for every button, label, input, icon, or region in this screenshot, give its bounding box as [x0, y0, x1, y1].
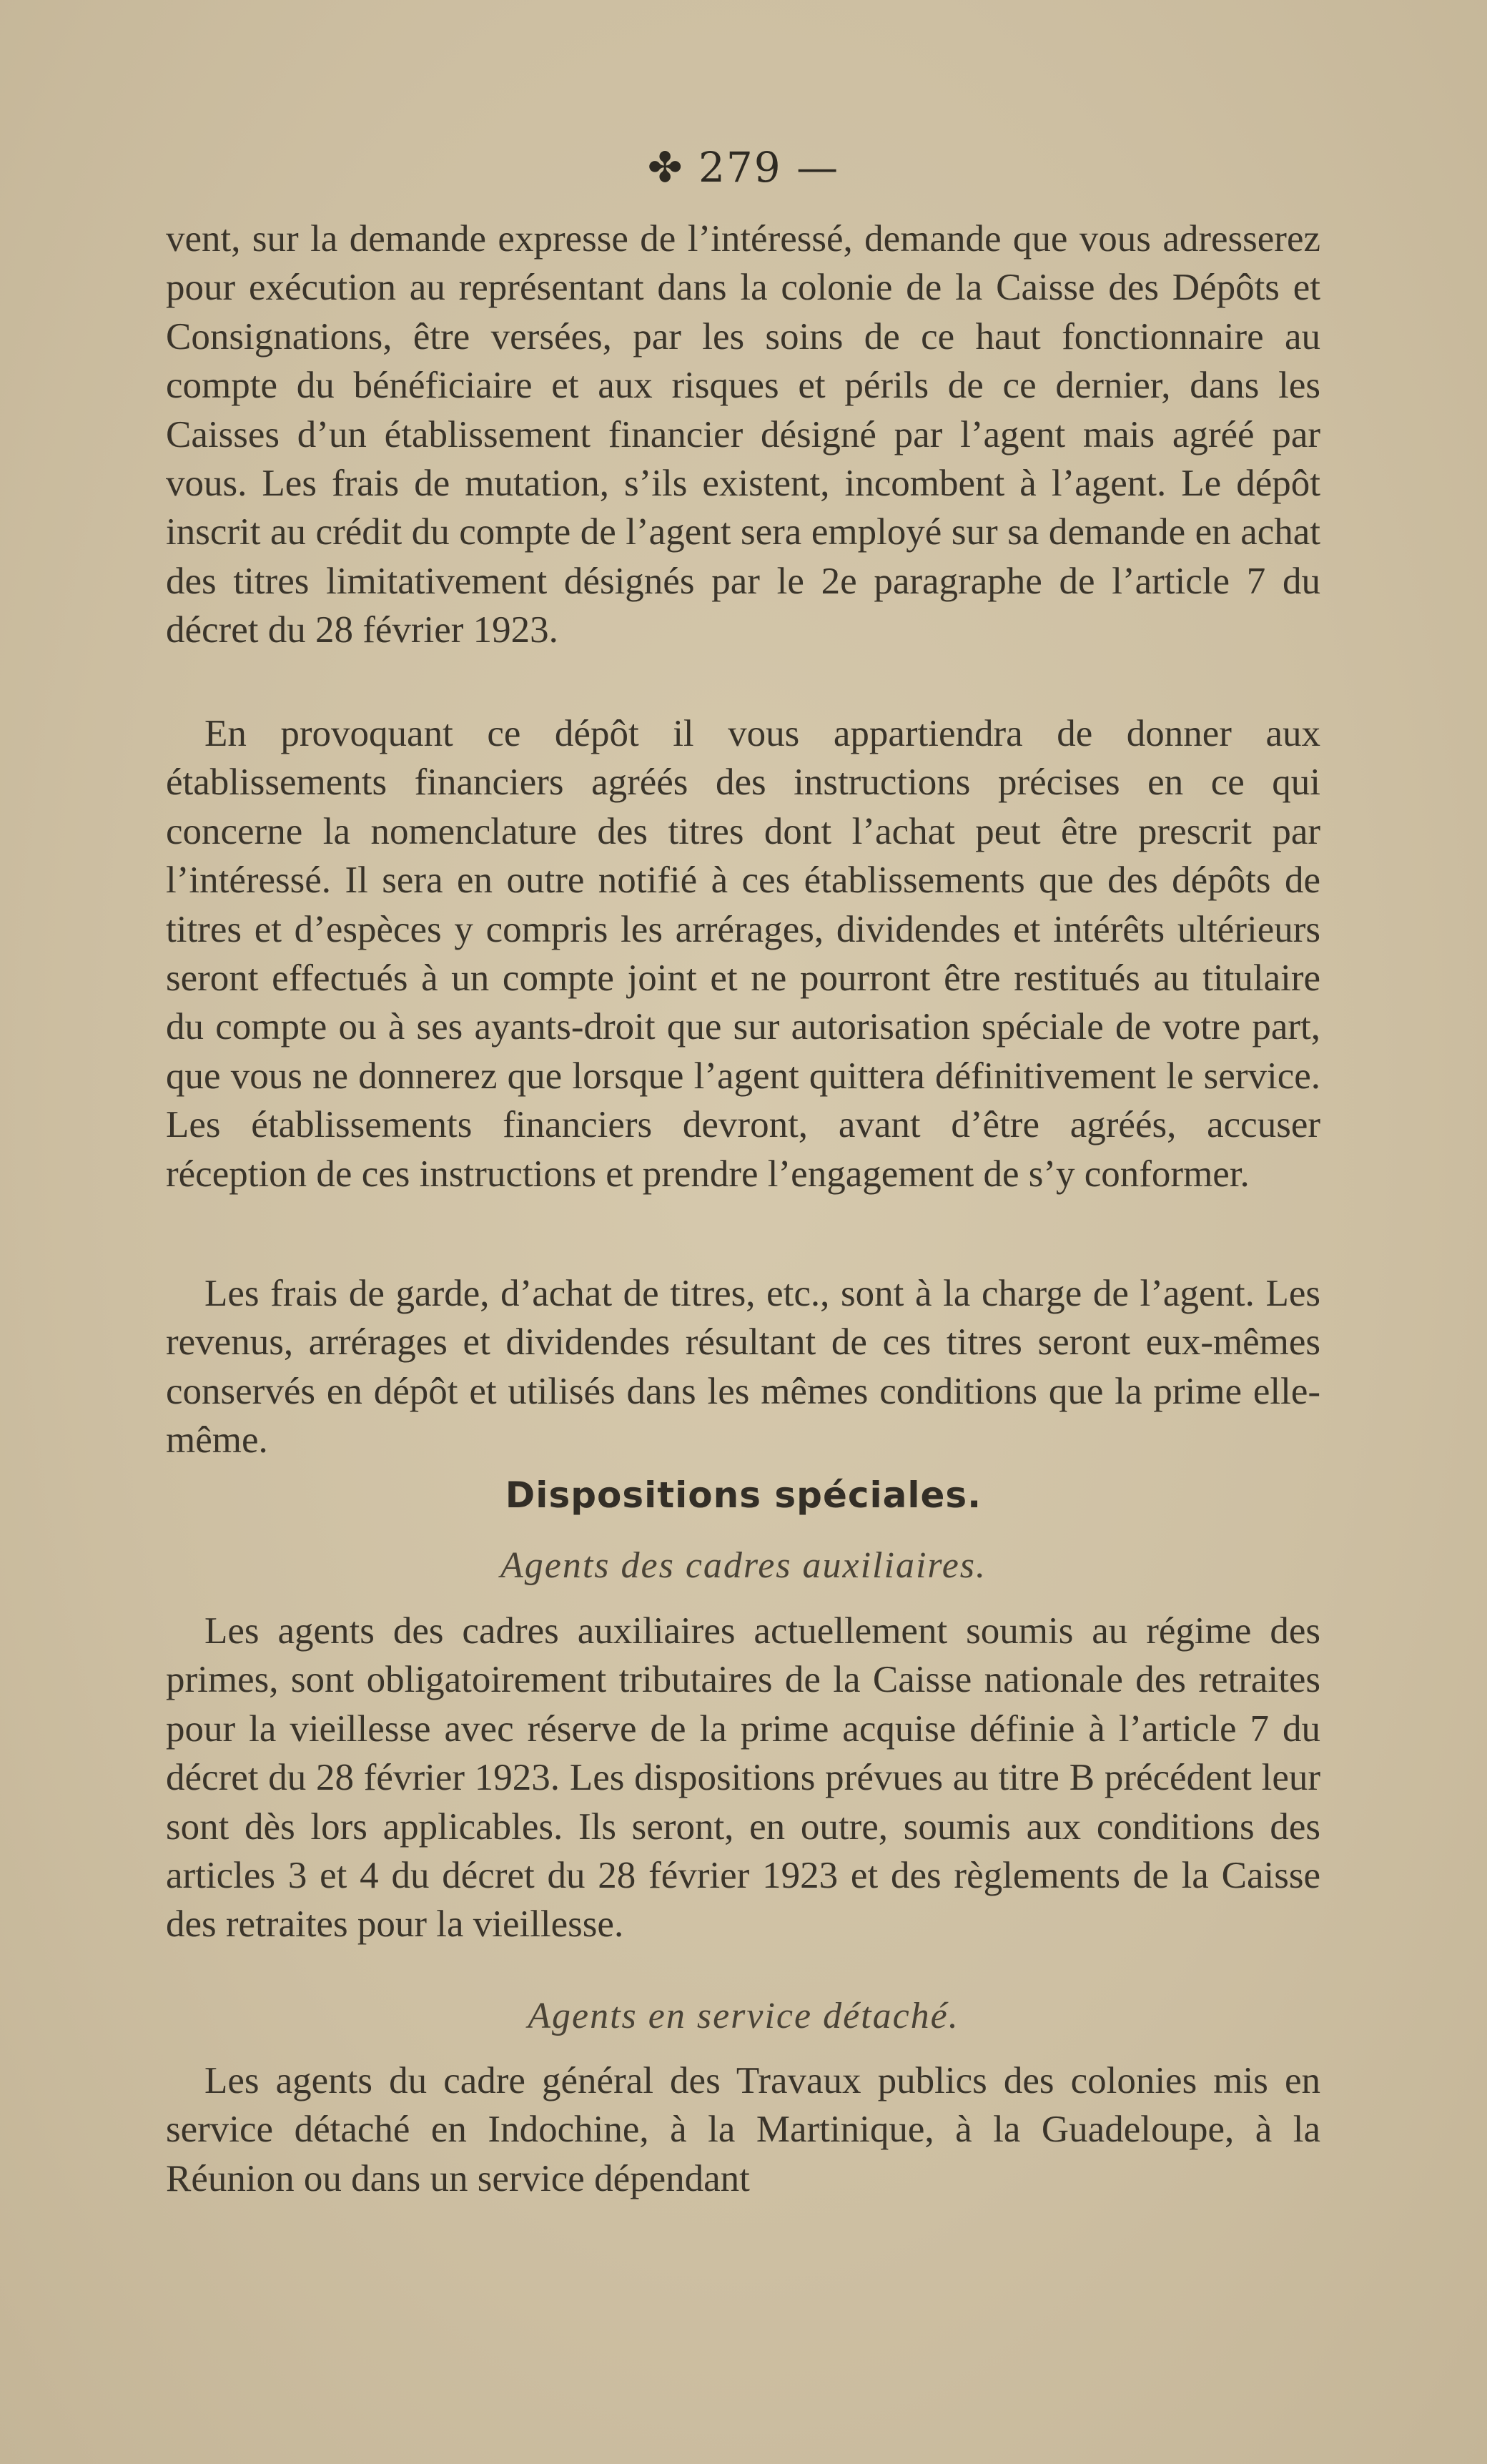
paragraph-instructions: En provoquant ce dépôt il vous appartiendra de donner aux établissements financiers agréés des instructions précises en ce qui concerne la nomenclature des titres dont l’achat peut être prescrit par l’intéressé. Il sera en outre notifié à ces établissements que des dépôts de titres et d’espèces y compris les arrérages, dividendes et intérêts ultérieurs seront effectués à un compte joint et ne pourront être restitués au titulaire du compte ou à ses ayants-droit que sur autorisation spéciale de votre part, que vous ne donnerez que lorsque l’agent quittera définitivement le service. Les établissements financiers devront, avant d’être agréés, accuser réception de ces instructions et prendre l’engagement de s’y conformer. [166, 713, 1320, 1195]
subheading-detached-agents: Agents en service détaché. [528, 1996, 959, 2036]
paragraph-auxiliary: Les agents des cadres auxiliaires actuellement soumis au régime des primes, sont obligatoirement tributaires de la Caisse nationale des retraites pour la vieillesse avec réserve de la prime acquise définie à l’article 7 du décret du 28 février 1923. Les dispositions prévues au titre B précédent leur sont dès lors applicables. Ils seront, en outre, soumis aux conditions des articles 3 et 4 du décret du 28 février 1923 et des règlements de la Caisse des retraites pour la vieillesse. [166, 1610, 1320, 1946]
paragraph-fees: Les frais de garde, d’achat de titres, etc., sont à la charge de l’agent. Les revenus, arrérages et dividendes résultant de ces titres seront eux-mêmes conservés en dépôt et utilisés dans les mêmes conditions que la prime elle-même. [166, 1273, 1320, 1462]
text-block-instructions [166, 709, 1320, 1198]
text-block-detached [166, 2056, 1320, 2203]
subheading-auxiliary-agents: Agents des cadres auxiliaires. [500, 1545, 987, 1586]
paragraph-continuation: vent, sur la demande expresse de l’intéressé, demande que vous adresserez pour exécution au représentant dans la colonie de la Caisse des Dépôts et Consignations, être versées, par les soins de ce haut fonctionnaire au compte du bénéficiaire et aux risques et périls de ce dernier, dans les Caisses d’un établissement financier désigné par l’agent mais agréé par vous. Les frais de mutation, s’ils existent, incombent à l’agent. Le dépôt inscrit au crédit du compte de l’agent sera employé sur sa demande en achat des titres limitativement désignés par le 2e paragraphe de l’article 7 du décret du 28 février 1923. [166, 218, 1320, 651]
text-block-top [166, 215, 1320, 655]
paragraph-detached: Les agents du cadre général des Travaux publics des colonies mis en service détaché en Indochine, à la Martinique, à la Guadeloupe, à la Réunion ou dans un service dépendant [166, 2060, 1320, 2199]
text-block-fees [166, 1269, 1320, 1465]
text-block-auxiliary [166, 1607, 1320, 1949]
page-number: ✤ 279 — [647, 143, 840, 192]
section-heading: Dispositions spéciales. [505, 1474, 982, 1516]
